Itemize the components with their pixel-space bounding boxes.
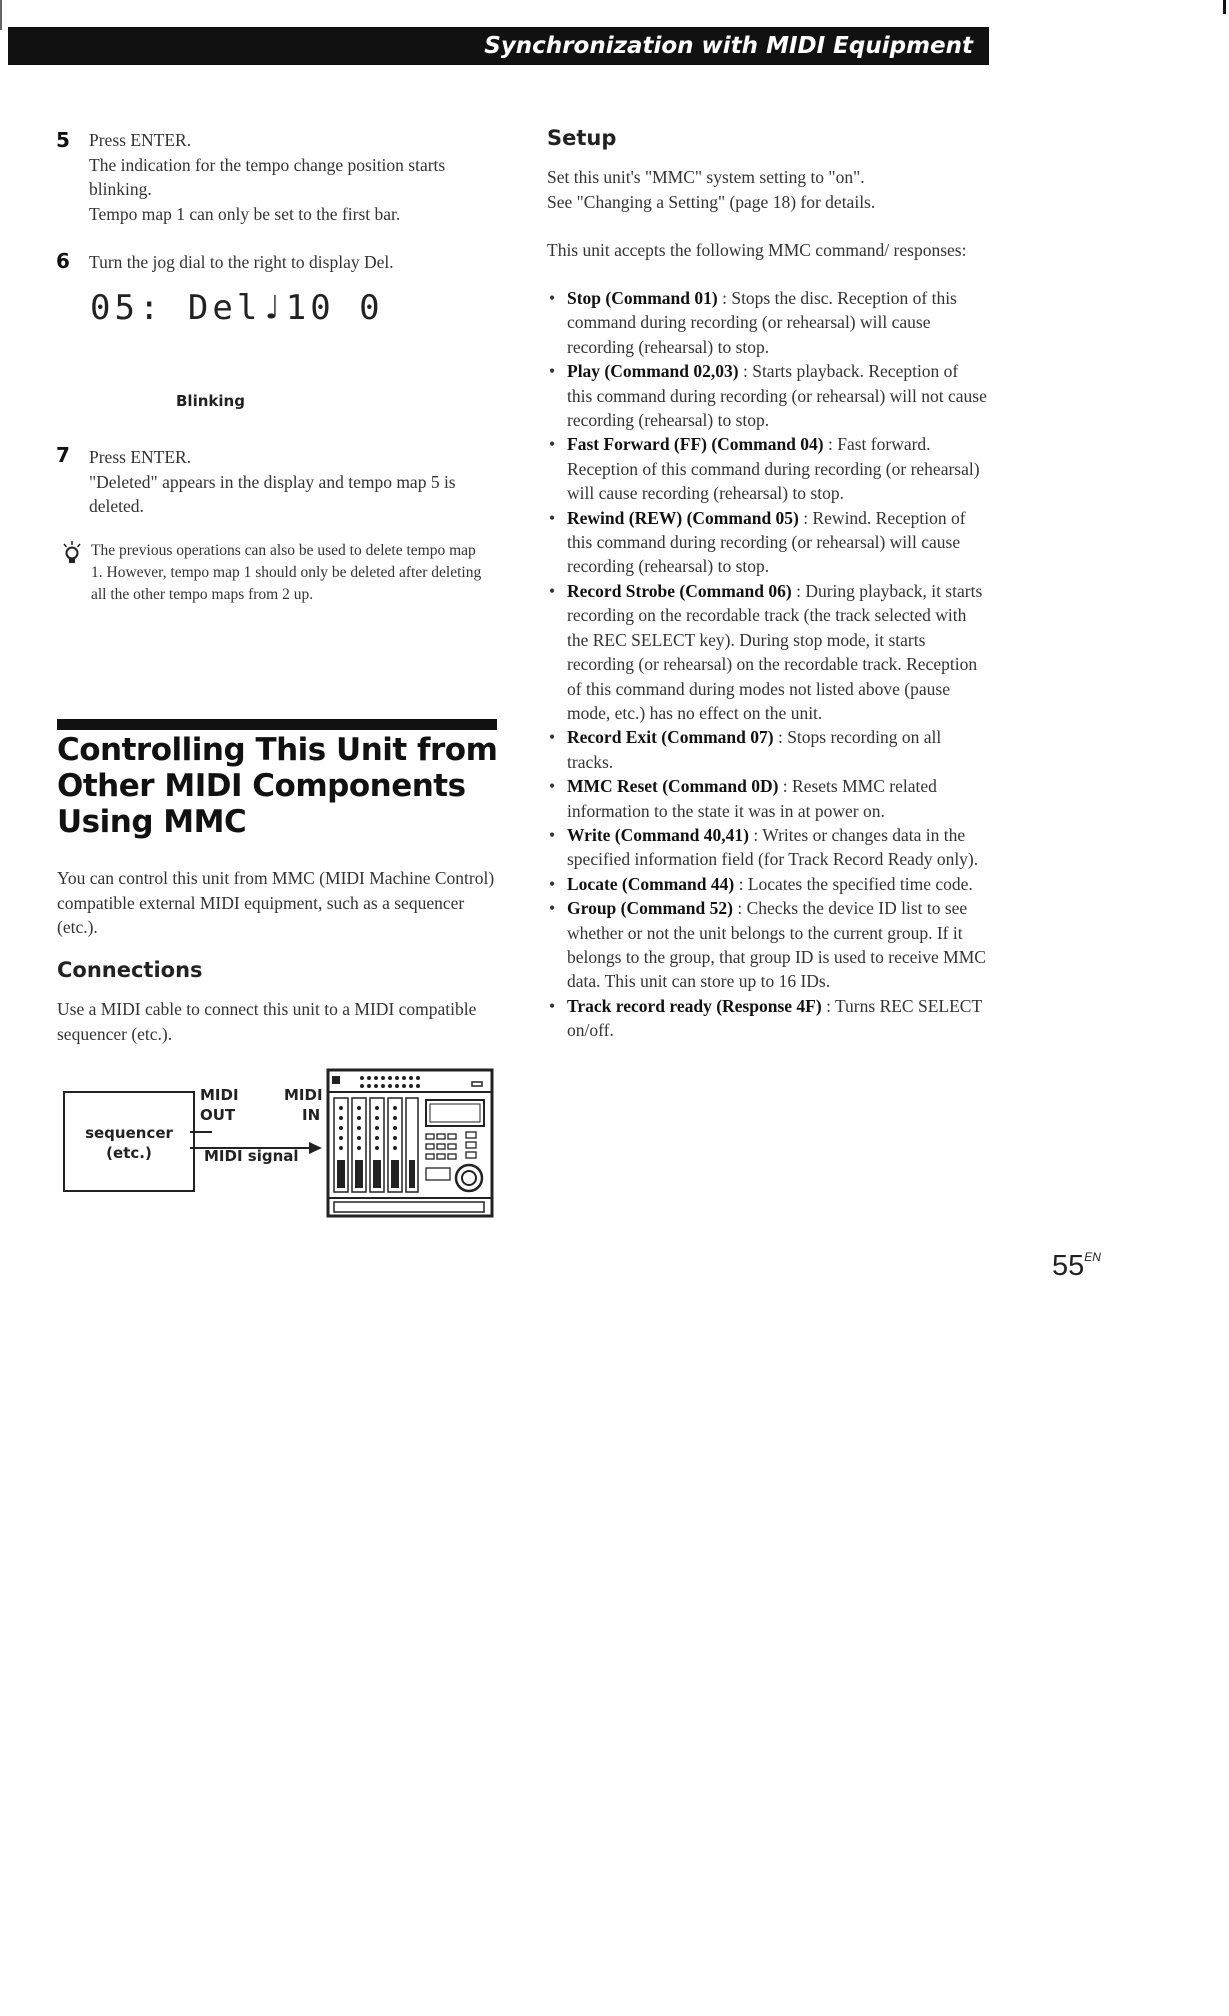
- midi-in-label-2: IN: [302, 1106, 321, 1124]
- step-number-7: 7: [56, 443, 70, 467]
- mmc-item: [547, 725, 987, 774]
- tip-text: The previous operations can also be used to delete tempo map 1. However, tempo map 1 should only be deleted after deleting all the other tempo maps from 2 up.: [91, 542, 482, 603]
- mmc-item-name: Rewind (REW) (Command 05): [567, 507, 799, 528]
- mmc-item-desc: : Rewind. Reception of this command during recording (or rehearsal) will cause recording (rehearsal) to stop.: [567, 507, 966, 577]
- mmc-item: [547, 286, 987, 359]
- setup-line-1: Set this unit's "MMC" system setting to "on".: [547, 167, 865, 187]
- midi-cable-arrow: [190, 1100, 330, 1180]
- step-7-line-1: Press ENTER.: [89, 447, 192, 467]
- midi-out-label-1: MIDI: [200, 1086, 239, 1104]
- page-number: [1052, 1250, 1101, 1283]
- step-number-6: 6: [56, 249, 70, 273]
- mmc-item-desc: : During playback, it starts recording on the recordable track (the track selected with the REC SELECT key). During stop mode, it starts recording (or rehearsal) on the recordable track. Reception of this command during modes not listed above (pause mode, etc.) has no effect on the unit.: [567, 580, 983, 723]
- mmc-item: [547, 359, 987, 432]
- mmc-item: [547, 896, 987, 994]
- step-5-text: [89, 128, 489, 226]
- mmc-item: [547, 432, 987, 505]
- sequencer-box: [63, 1091, 195, 1192]
- step-7-text: [89, 445, 497, 519]
- step-6-text: [89, 250, 489, 275]
- mmc-item-desc: : Turns REC SELECT on/off.: [567, 995, 982, 1041]
- mmc-item-name: Fast Forward (FF) (Command 04): [567, 434, 824, 455]
- mmc-item-desc: : Starts playback. Reception of this command during recording (or rehearsal) will not cause recording (rehearsal) to stop.: [567, 361, 987, 431]
- mmc-item: [547, 872, 987, 896]
- scan-edge-mark-left: [0, 0, 2, 30]
- mmc-item-name: Record Exit (Command 07): [567, 727, 774, 748]
- setup-line-2: See "Changing a Setting" (page 18) for details.: [547, 191, 876, 212]
- display-readout: 05: Del♩10 0: [90, 288, 384, 328]
- midi-in-label-1: MIDI: [284, 1086, 323, 1104]
- mmc-item: [547, 774, 987, 823]
- blinking-label: Blinking: [176, 392, 245, 410]
- setup-accepts: This unit accepts the following MMC command/ responses:: [547, 240, 967, 260]
- mmc-item-desc: : Locates the specified time code.: [734, 873, 973, 894]
- section-title: Controlling This Unit from Other MIDI Components Using MMC: [57, 732, 498, 840]
- mmc-item: [547, 579, 987, 725]
- setup-heading: Setup: [547, 126, 617, 150]
- mmc-item-desc: : Resets MMC related information to the state it was in at power on.: [567, 776, 937, 821]
- connections-text: Use a MIDI cable to connect this unit to a MIDI compatible sequencer (etc.).: [57, 999, 477, 1044]
- mmc-item: [547, 506, 987, 579]
- lightbulb-icon: [60, 540, 84, 570]
- section-rule: [57, 719, 497, 730]
- mmc-item-desc: : Writes or changes data in the specified information field (for Track Record Ready only).: [567, 824, 979, 870]
- mmc-item-name: Write (Command 40,41): [567, 824, 749, 845]
- step-number-5: 5: [56, 128, 70, 152]
- section-intro: You can control this unit from MMC (MIDI Machine Control) compatible external MIDI equipment, such as a sequencer (etc.).: [57, 868, 495, 937]
- page-number-value: 55: [1052, 1250, 1085, 1282]
- step-6-line-1: Turn the jog dial to the right to display Del.: [89, 252, 394, 272]
- scan-edge-mark-right: [1223, 0, 1226, 14]
- step-7-line-2: "Deleted" appears in the display and tempo map 5 is deleted.: [89, 471, 456, 516]
- mmc-item: [547, 994, 987, 1043]
- mmc-item-name: Play (Command 02,03): [567, 361, 739, 382]
- step-5-line-1: Press ENTER.: [89, 130, 192, 150]
- mmc-item: [547, 823, 987, 872]
- mmc-item-name: Locate (Command 44): [567, 873, 735, 894]
- step-5-line-2: The indication for the tempo change position starts blinking.: [89, 154, 446, 199]
- connections-heading: Connections: [57, 958, 203, 982]
- mmc-item-desc: : Checks the device ID list to see whether or not the unit belongs to the current group. If it belongs to the group, that group ID is used to receive MMC data. This unit can store up to 16 IDs.: [567, 898, 986, 992]
- header-title: [0, 27, 981, 65]
- sequencer-label: sequencer: [85, 1124, 173, 1142]
- setup-intro: [547, 165, 987, 214]
- mmc-item-desc: : Fast forward. Reception of this command during recording (or rehearsal) will cause recording (rehearsal) to stop.: [567, 434, 980, 504]
- sequencer-sub-label: (etc.): [106, 1144, 152, 1162]
- mmc-item-name: Track record ready (Response 4F): [567, 995, 822, 1016]
- mmc-item-name: Group (Command 52): [567, 898, 733, 919]
- page-number-suffix: EN: [1084, 1250, 1101, 1264]
- mmc-item-name: Stop (Command 01): [567, 288, 718, 308]
- mmc-item-desc: : Stops recording on all tracks.: [567, 727, 942, 772]
- midi-signal-label: MIDI signal: [204, 1147, 299, 1165]
- step-5-line-3: Tempo map 1 can only be set to the first bar.: [89, 203, 401, 224]
- midi-out-label-2: OUT: [200, 1106, 236, 1124]
- mmc-command-list: [547, 286, 987, 1043]
- mmc-item-name: MMC Reset (Command 0D): [567, 776, 779, 797]
- mmc-item-desc: : Stops the disc. Reception of this command during recording (or rehearsal) will cause recording (rehearsal) to stop.: [567, 288, 957, 357]
- header-title-text: Synchronization with MIDI Equipment: [484, 33, 973, 59]
- recorder-unit-illustration: [326, 1068, 494, 1220]
- mmc-item-name: Record Strobe (Command 06): [567, 580, 792, 601]
